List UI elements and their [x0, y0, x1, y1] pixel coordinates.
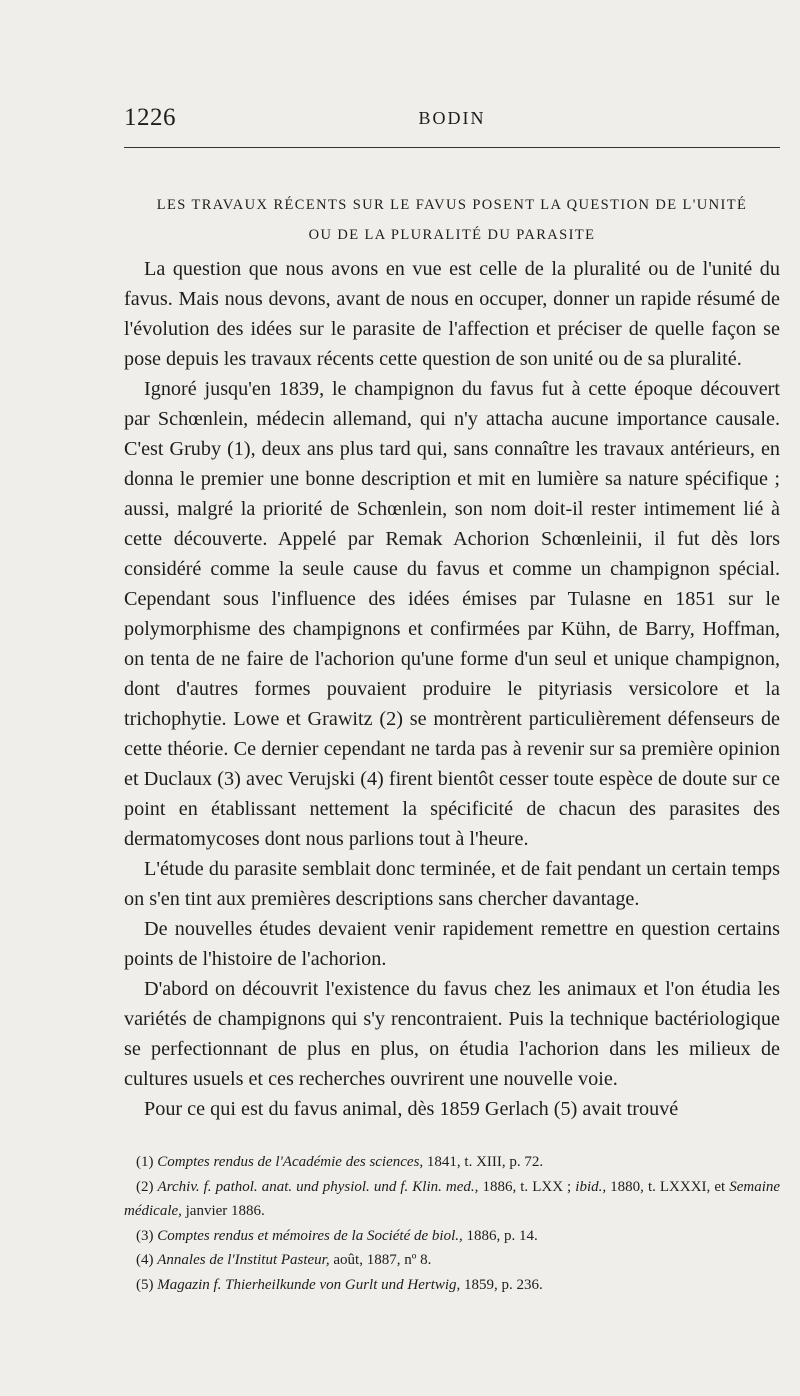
paragraph: Ignoré jusqu'en 1839, le champignon du favus fut à cette époque découvert par Schœnlein, médecin allemand, qui n'y attacha aucune importance causale. C'est Gruby (1), deux ans plus tard qui, sans connaître les travaux antérieurs, en donna le premier une bonne description et mit en lumière sa nature spécifique ; aussi, malgré la priorité de Schœnlein, son nom doit-il rester intimement lié à cette découverte. Appelé par Remak Achorion Schœnleinii, il fut dès lors considéré comme la seule cause du favus et comme un champignon spécial. Cependant sous l'influence des idées émises par Tulasne en 1851 sur le polymorphisme des champignons et confirmées par Kühn, de Barry, Hoffman, on tenta de ne faire de l'achorion qu'une forme d'un seul et unique champignon, dont d'autres formes pouvaient produire le pityriasis versicolore et la trichophytie. Lowe et Grawitz (2) se montrèrent particulièrement défenseurs de cette théorie. Ce dernier cependant ne tarda pas à revenir sur sa première opinion et Duclaux (3) avec Verujski (4) firent bientôt cesser toute espèce de doute sur ce point en établissant nettement la spécificité de chacun des parasites des dermatomycoses dont nous parlions tout à l'heure.	[124, 378, 780, 850]
footnote-4	[124, 1248, 780, 1273]
footnote-number: (5)	[136, 1276, 154, 1293]
footnote-detail: 1886, t. LXX ;	[478, 1178, 572, 1195]
footnote-2	[124, 1175, 780, 1224]
footnote-number: (4)	[136, 1252, 154, 1268]
footnote-detail: 1880, t. LXXXI, et	[606, 1178, 730, 1195]
footnote-3	[124, 1224, 780, 1249]
footnote-detail: 1886, p. 14.	[462, 1227, 538, 1244]
footnote-number: (1)	[136, 1154, 154, 1170]
footnote-source: ibid.,	[575, 1178, 607, 1195]
paragraph: La question que nous avons en vue est celle de la pluralité ou de l'unité du favus. Mais nous devons, avant de nous en occuper, donner un rapide résumé de l'évolution des idées sur le parasite de l'affection et préciser de quelle façon se pose depuis les travaux récents cette question de son unité ou de sa pluralité.	[124, 258, 780, 370]
footnote-detail: août, 1887, nº 8.	[329, 1252, 432, 1268]
footnote-source: Comptes rendus de l'Académie des sciences,	[157, 1154, 424, 1170]
header-rule	[124, 147, 780, 148]
footnote-detail: 1841, t. XIII, p. 72.	[423, 1154, 544, 1170]
running-title: BODIN	[418, 108, 486, 128]
running-head	[124, 104, 780, 138]
paragraph: Pour ce qui est du favus animal, dès 1859 Gerlach (5) avait trouvé	[144, 1098, 679, 1120]
footnote-5	[124, 1273, 780, 1298]
paragraph: D'abord on découvrit l'existence du favus chez les animaux et l'on étudia les variétés de champignons qui s'y rencontraient. Puis la technique bactériologique se perfectionnant de plus en plus, on étudia l'achorion dans les milieux de cultures usuels et ces recherches ouvrirent une nouvelle voie.	[124, 978, 780, 1090]
paragraph: L'étude du parasite semblait donc terminée, et de fait pendant un certain temps on s'en tint aux premières descriptions sans chercher davantage.	[124, 858, 780, 910]
page-number: 1226	[124, 104, 176, 131]
footnote-source: Semaine médicale,	[124, 1178, 781, 1219]
footnote-source: Archiv. f. pathol. anat. und physiol. und f. Klin. med.,	[157, 1178, 479, 1195]
footnote-detail: janvier 1886.	[181, 1203, 265, 1219]
section-heading	[124, 190, 780, 250]
section-heading-line-2: OU DE LA PLURALITÉ DU PARASITE	[308, 227, 596, 243]
footnote-source: Magazin f. Thierheilkunde von Gurlt und Hertwig,	[157, 1276, 461, 1293]
paragraph: De nouvelles études devaient venir rapidement remettre en question certains points de l'histoire de l'achorion.	[124, 918, 780, 970]
footnote-number: (2)	[136, 1178, 154, 1195]
footnote-source: Annales de l'Institut Pasteur,	[157, 1252, 330, 1268]
section-heading-line-1: LES TRAVAUX RÉCENTS SUR LE FAVUS POSENT LA QUESTION DE L'UNITÉ	[156, 197, 748, 213]
body-text	[124, 254, 780, 1124]
footnote-1	[124, 1150, 780, 1175]
footnote-number: (3)	[136, 1227, 154, 1244]
footnote-source: Comptes rendus et mémoires de la Société de biol.,	[157, 1227, 463, 1244]
footnotes	[124, 1150, 780, 1297]
footnote-detail: 1859, p. 236.	[460, 1276, 543, 1293]
